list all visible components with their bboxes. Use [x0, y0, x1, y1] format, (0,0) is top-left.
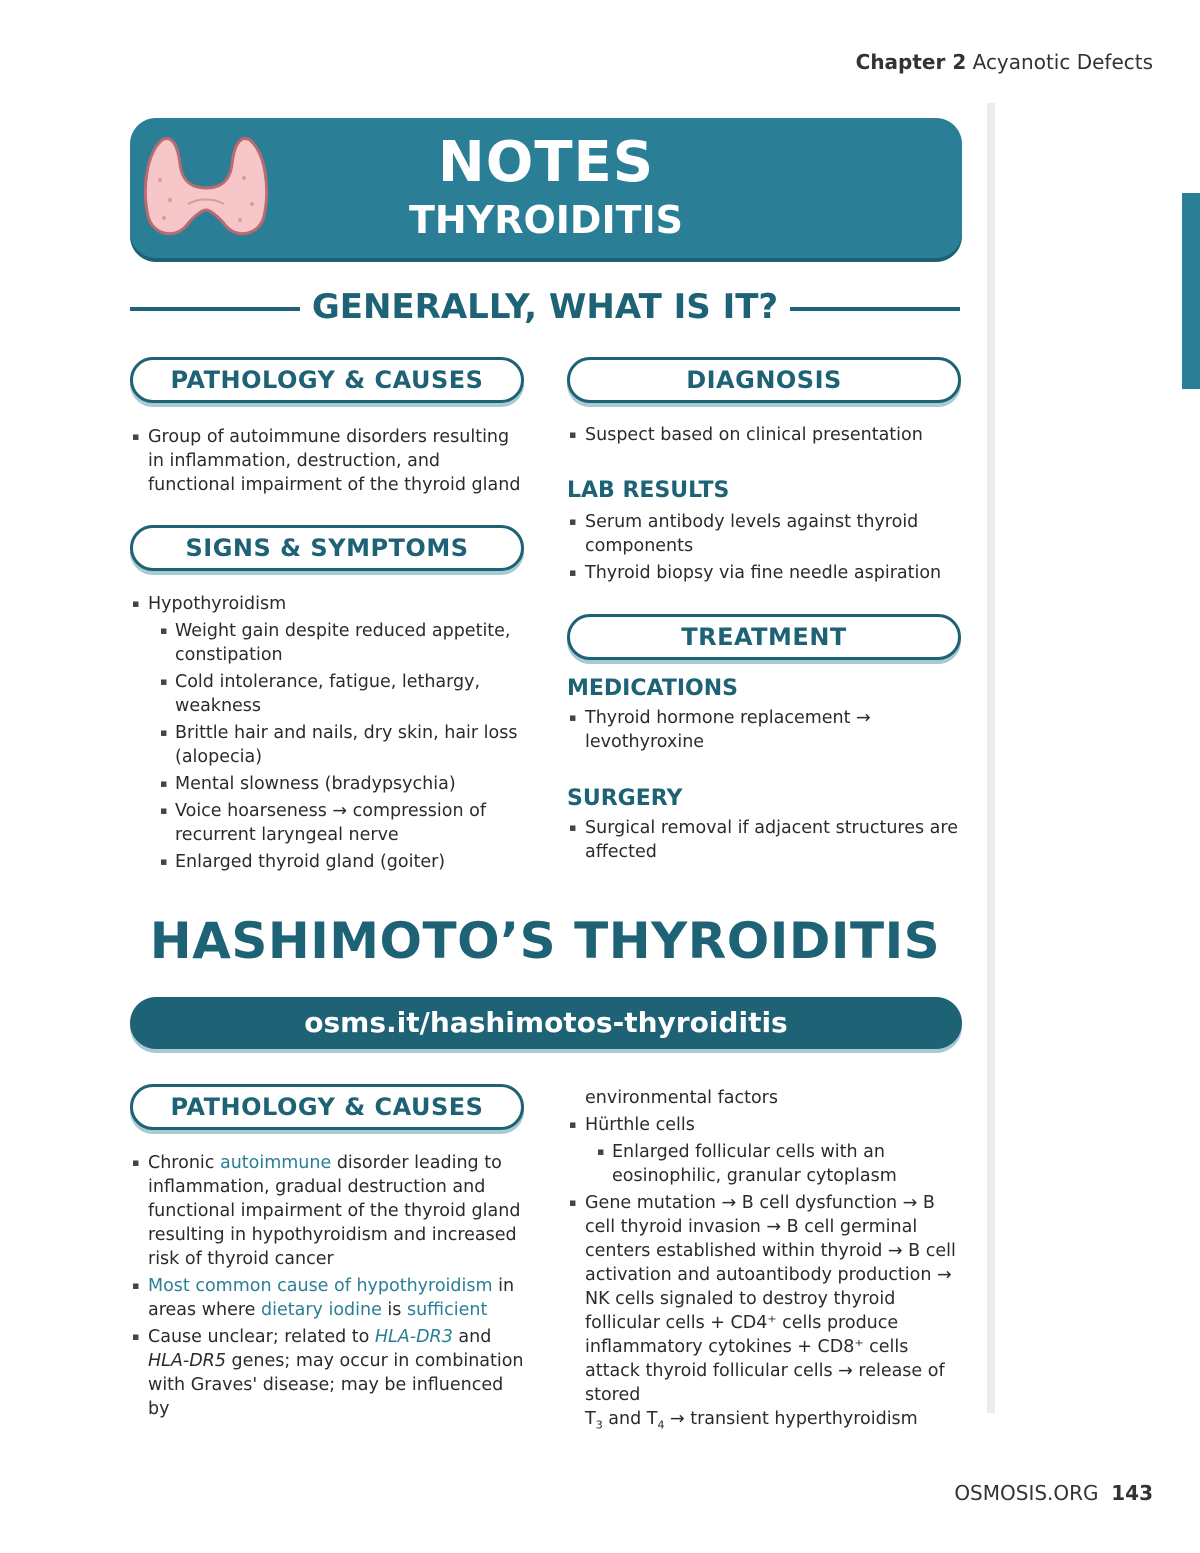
continued-text: environmental factors — [585, 1088, 778, 1108]
signs-symptoms-header: SIGNS & SYMPTOMS — [130, 525, 524, 571]
hashimoto-pathology-list — [130, 1151, 530, 1424]
list-item: ▪ Thyroid biopsy via fine needle aspiration — [567, 561, 961, 585]
notes-label: NOTES — [437, 130, 655, 195]
diagnosis-header: DIAGNOSIS — [567, 357, 961, 403]
list-subitem: ▪ Brittle hair and nails, dry skin, hair loss (alopecia) — [158, 721, 524, 769]
page-number: 143 — [1111, 1481, 1153, 1505]
page-title: THYROIDITIS — [408, 198, 684, 242]
list-item: ▪ Gene mutation → B cell dysfunction → B cell thyroid invasion → B cell germinal centers established within thyroid → B cell activation and autoantibody production → NK cells signaled to destroy thyroid follicular cells + CD4⁺ cells produce inflammatory cytokines + CD8⁺ cells attack thyroid follicular cells → release of stored $T_3$ and $T_4$ → transient hyperthyroidism — [567, 1191, 961, 1438]
chapter-side-tab — [1182, 193, 1200, 389]
list-item: ▪ Serum antibody levels against thyroid components — [567, 510, 961, 558]
surgery-heading: SURGERY — [567, 786, 683, 811]
autoimmune-link[interactable]: autoimmune — [219, 1153, 332, 1173]
hashimoto-pathology-continued — [567, 1086, 961, 1441]
list-subitem: ▪ Weight gain despite reduced appetite, constipation — [158, 619, 524, 667]
pathology-list — [130, 425, 524, 500]
diagnosis-list — [567, 423, 961, 450]
list-item: ▪ Chronic autoimmune disorder leading to inflammation, gradual destruction and functional impairment of the thyroid gland resulting in hypothyroidism and increased risk of thyroid cancer — [130, 1151, 530, 1271]
medications-heading: MEDICATIONS — [567, 676, 738, 701]
hashimoto-pathology-header: PATHOLOGY & CAUSES — [130, 1084, 524, 1130]
chapter-header: Chapter 2 Acyanotic Defects — [855, 50, 1153, 74]
hashimoto-url-link[interactable]: osms.it/hashimotos-thyroiditis — [130, 997, 962, 1049]
list-item: ▪ Most common cause of hypothyroidism in areas where dietary iodine is sufficient — [130, 1274, 530, 1322]
lab-results-list — [567, 510, 961, 588]
surgery-list — [567, 816, 961, 867]
medications-list — [567, 706, 961, 757]
list-item: ▪ Hypothyroidism ▪ Weight gain despite reduced appetite, constipation ▪ Cold intolerance, fatigue, lethargy, weakness ▪ Brittle hair and nails, dry skin, hair loss (alopecia) ▪ Mental slowness (bradypsychia) ▪ Voice hoarseness → compression of recurrent laryngeal nerve ▪ Enlarged thyroid gland (goiter) — [130, 592, 524, 874]
list-subitem: ▪ Cold intolerance, fatigue, lethargy, weakness — [158, 670, 524, 718]
hla-dr3-link[interactable]: HLA-DR3 — [374, 1327, 453, 1347]
margin-divider — [987, 103, 995, 1413]
list-item: ▪ Surgical removal if adjacent structures are affected — [567, 816, 961, 864]
lab-results-heading: LAB RESULTS — [567, 478, 730, 503]
dietary-iodine-link[interactable]: dietary iodine — [261, 1300, 382, 1320]
list-subitem: ▪ Mental slowness (bradypsychia) — [158, 772, 524, 796]
section-heading-general: GENERALLY, WHAT IS IT? — [130, 287, 960, 331]
list-subitem: ▪ Voice hoarseness → compression of recurrent laryngeal nerve — [158, 799, 524, 847]
list-item: ▪ Thyroid hormone replacement → levothyroxine — [567, 706, 961, 754]
list-subitem: ▪ Enlarged follicular cells with an eosinophilic, granular cytoplasm — [595, 1140, 961, 1188]
thyroid-gland-icon — [140, 130, 272, 246]
pathology-causes-header: PATHOLOGY & CAUSES — [130, 357, 524, 403]
list-item: ▪ Hürthle cells ▪ Enlarged follicular cells with an eosinophilic, granular cytoplasm — [567, 1113, 961, 1188]
signs-list — [130, 592, 524, 877]
list-subitem: ▪ Enlarged thyroid gland (goiter) — [158, 850, 524, 874]
sufficient-link[interactable]: sufficient — [406, 1300, 488, 1320]
list-item: ▪ Cause unclear; related to HLA-DR3 and HLA-DR5 genes; may occur in combination with Graves' disease; may be influenced by — [130, 1325, 530, 1421]
treatment-header: TREATMENT — [567, 614, 961, 660]
page-footer: OSMOSIS.ORG 143 — [954, 1481, 1153, 1505]
list-item: ▪ Suspect based on clinical presentation — [567, 423, 961, 447]
list-item: ▪ Group of autoimmune disorders resulting in inflammation, destruction, and functional impairment of the thyroid gland — [130, 425, 524, 497]
hashimoto-title: HASHIMOTO’S THYROIDITIS — [149, 912, 941, 970]
hypothyroidism-link[interactable]: Most common cause of hypothyroidism — [148, 1276, 493, 1296]
